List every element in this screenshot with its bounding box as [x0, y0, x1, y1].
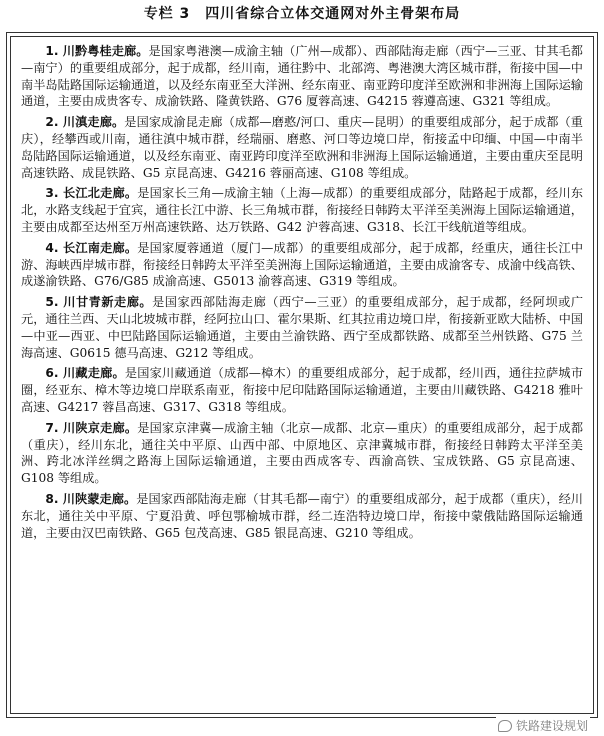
corridor-text: 是国家京津冀—成渝主轴（北京—成都、北京—重庆）的重要组成部分，起于成都（重庆），经川东北，通往关中平原、山西中部、中原地区、京津冀城市群，衔接经日韩跨太平洋至美洲、跨北冰洋丝绸之路海上国际运输通道，主要由西成客专、西渝高铁、宝成铁路、G5 京昆高速、G108 等组成。 — [21, 420, 584, 486]
corridor-number: 5. — [45, 295, 64, 310]
corridor-name: 川滇走廊。 — [62, 115, 125, 130]
corridor-text: 是国家厦蓉通道（厦门—成都）的重要组成部分，起于成都，经重庆，通往长江中游、海峡西岸城市群，衔接经日韩跨太平洋至美洲海上国际运输通道，主要由成渝客专、成渝中线高铁、成遂渝铁路、G76/G85 成渝高速、G5013 渝蓉高速、G319 等组成。 — [21, 240, 584, 289]
corridor-number: 1. — [45, 44, 63, 58]
corridor-number: 3. — [45, 186, 63, 201]
corridor-name: 长江南走廊。 — [62, 240, 138, 255]
corridor-text: 是国家西部陆海走廊（西宁—三亚）的重要组成部分，起于成都，经阿坝或广元，通往兰西、天山北坡城市群，经阿拉山口、霍尔果斯、红其拉甫边境口岸，衔接新亚欧大陆桥、中国—中亚—西亚、中巴陆路国际运输通道，主要由兰渝铁路、西宁至成都铁路、成都至兰州铁路、G75 兰海高速、G0615 德马高速、G212 等组成。 — [21, 295, 584, 360]
corridor-text: 是国家西部陆海走廊（甘其毛都—南宁）的重要组成部分，起于成都（重庆），经川东北，通往关中平原、宁夏沿黄、呼包鄂榆城市群，经二连浩特边境口岸，衔接中蒙俄陆路国际运输通道，主要由汉巴南铁路、G65 包茂高速、G85 银昆高速、G210 等组成。 — [21, 491, 583, 540]
corridor-number: 2. — [45, 115, 63, 130]
corridor-name: 川甘青新走廊。 — [63, 295, 153, 310]
corridor-text: 是国家川藏通道（成都—樟木）的重要组成部分，起于成都，经川西，通往拉萨城市圈，经亚东、樟木等边境口岸联系南亚，衔接中尼印陆路国际运输通道，主要由川藏铁路、G4218 雅叶高速、G4217 蓉昌高速、G317、G318 等组成。 — [21, 366, 584, 414]
page-title: 专栏 3 四川省综合立体交通网对外主骨架布局 — [143, 6, 461, 22]
wechat-icon — [498, 720, 512, 732]
sidebar-box-inner — [10, 36, 594, 714]
corridor-name: 长江北走廊。 — [62, 186, 138, 201]
corridor-paragraph-8 — [21, 491, 583, 541]
corridor-paragraph-5 — [21, 294, 583, 361]
corridor-paragraph-4 — [21, 240, 583, 290]
corridor-name: 川藏走廊。 — [62, 366, 125, 381]
corridor-paragraph-2 — [21, 114, 583, 181]
watermark — [496, 717, 590, 734]
corridor-name: 川陕蒙走廊。 — [62, 491, 137, 506]
corridor-text: 是国家长三角—成渝主轴（上海—成都）的重要组成部分，陆路起于成都，经川东北，水路支线起于宜宾，通往长江中游、长三角城市群，衔接经日韩跨太平洋至美洲海上国际运输通道，主要由成都至达州至万州高速铁路、达万铁路、G42 沪蓉高速、G318、长江干线航道等组成。 — [21, 186, 584, 234]
corridor-number: 7. — [45, 420, 63, 435]
corridor-paragraph-3 — [21, 185, 583, 235]
corridor-number: 8. — [45, 491, 63, 506]
corridor-number: 6. — [45, 366, 63, 381]
corridor-paragraph-6 — [21, 365, 583, 415]
corridor-name: 川陕京走廊。 — [62, 420, 138, 435]
corridor-name: 川黔粤桂走廊。 — [62, 44, 149, 58]
sidebar-box-outer — [6, 32, 598, 718]
corridor-paragraph-1 — [21, 43, 583, 110]
corridor-number: 4. — [45, 240, 63, 255]
corridor-paragraph-7 — [21, 420, 583, 487]
corridor-text: 是国家粤港澳—成渝主轴（广州—成都）、西部陆海走廊（西宁—三亚、甘其毛都—南宁）的重要组成部分，起于成都，经川南，通往黔中、北部湾、粤港澳大湾区城市群，衔接中国—中南半岛陆路国际运输通道，以及经东南亚至大洋洲、经东南亚、南亚跨印度洋至欧洲和非洲海上国际运输通道，主要由成贵客专、成渝铁路、隆黄铁路、G76 厦蓉高速、G4215 蓉遵高速、G321 等组成。 — [21, 44, 583, 109]
corridor-text: 是国家成渝昆走廊（成都—磨憨/河口、重庆—昆明）的重要组成部分，起于成都（重庆），经攀西或川南，通往滇中城市群，经瑞丽、磨憨、河口等边境口岸，衔接孟中印缅、中国—中南半岛陆路国际运输通道，以及经东南亚、南亚跨印度洋至欧洲和非洲海上国际运输通道，主要由重庆至昆明高速铁路、成昆铁路、G5 京昆高速、G4216 蓉丽高速、G108 等组成。 — [21, 115, 583, 180]
watermark-text: 铁路建设规划 — [515, 719, 588, 733]
